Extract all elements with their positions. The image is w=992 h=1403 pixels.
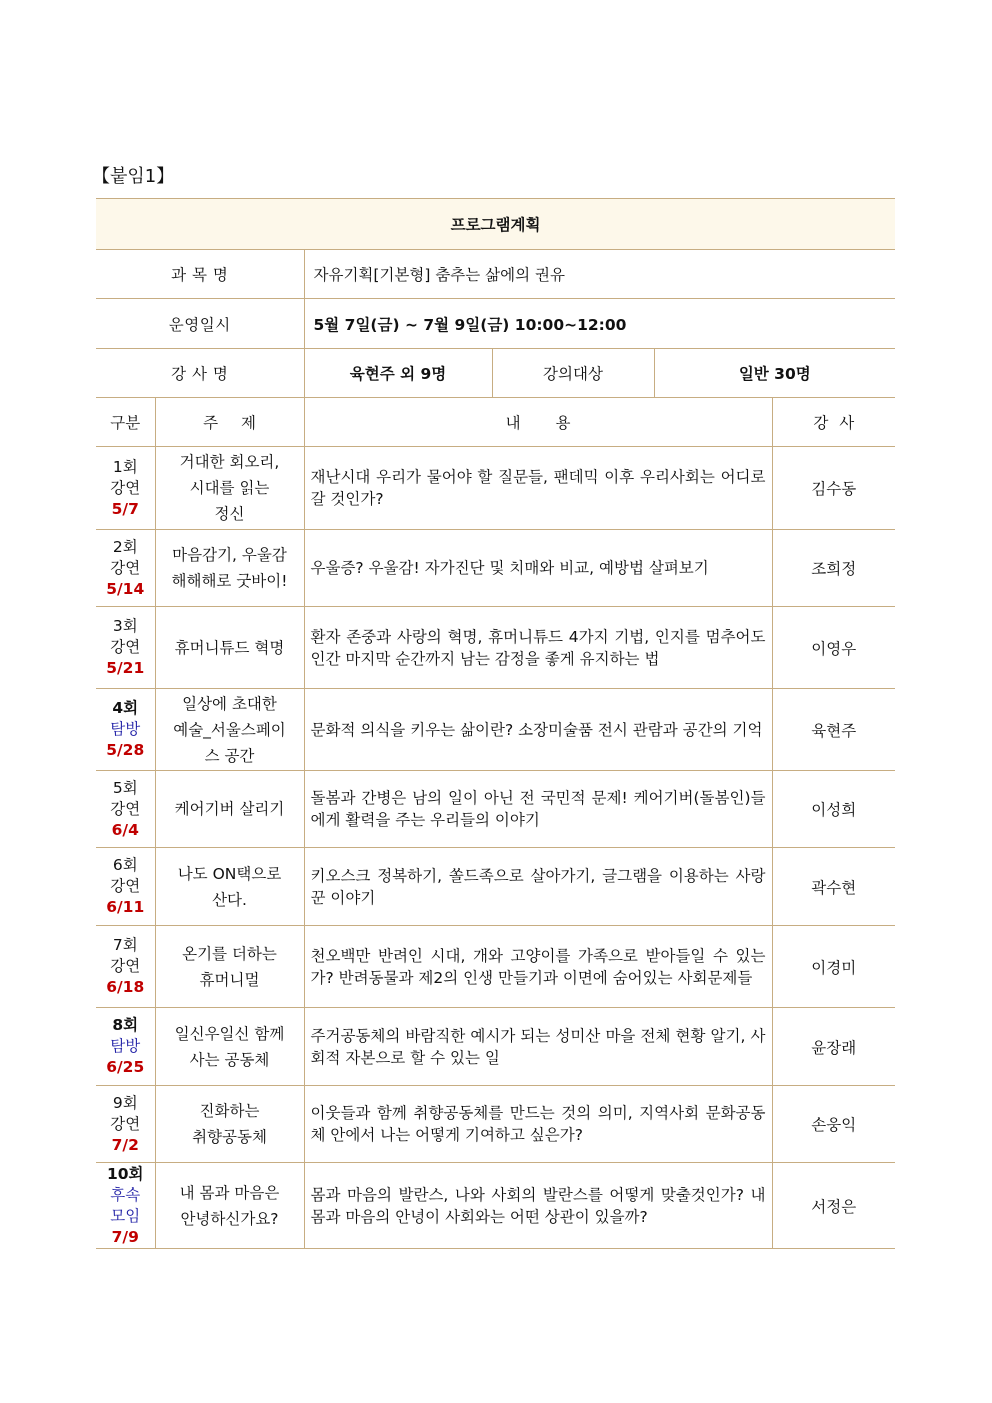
table-row <box>96 447 895 530</box>
topic-cell <box>155 607 304 689</box>
column-header-row <box>96 398 895 447</box>
session-date: 5/21 <box>106 659 145 677</box>
session-number: 2회 <box>112 537 138 556</box>
topic-line: 취향공동체 <box>192 1128 267 1146</box>
session-cell <box>96 1163 155 1249</box>
session-date: 5/14 <box>106 579 145 598</box>
content-cell: 몸과 마음의 발란스, 나와 사회의 발란스를 어떻게 맞출것인가? 내 몸과 마음의 안녕이 사회와는 어떤 상관이 있을까? <box>304 1163 772 1249</box>
table-row <box>96 530 895 607</box>
session-number: 8회 <box>112 1016 139 1034</box>
session-number: 3회 <box>112 617 138 635</box>
course-label: 과 목 명 <box>96 250 304 299</box>
topic-line: 진화하는 <box>199 1102 260 1120</box>
topic-line: 안녕하신가요? <box>180 1209 279 1228</box>
session-cell <box>96 848 155 926</box>
session-date: 7/2 <box>111 1135 139 1154</box>
session-number: 4회 <box>112 699 139 717</box>
lecturer-cell: 김수동 <box>772 447 895 530</box>
topic-line: 일상에 초대한 <box>182 694 277 713</box>
topic-cell <box>155 1086 304 1163</box>
lecturer-cell: 이경미 <box>772 926 895 1008</box>
topic-line: 일신우일신 함께 <box>174 1024 285 1043</box>
session-type: 강연 <box>110 558 141 577</box>
instructor-label: 강 사 명 <box>96 349 304 398</box>
table-title: 프로그램계획 <box>96 199 895 250</box>
attachment-label: 【붙임1】 <box>92 166 175 187</box>
session-date: 5/28 <box>106 741 145 759</box>
lecturer-cell: 서정은 <box>772 1163 895 1249</box>
session-number: 1회 <box>112 457 138 476</box>
session-date: 6/4 <box>111 820 139 839</box>
topic-line: 스 공간 <box>204 746 255 765</box>
session-cell <box>96 607 155 689</box>
table-row <box>96 926 895 1008</box>
header-topic: 주 제 <box>155 398 304 447</box>
topic-cell <box>155 926 304 1008</box>
topic-line: 마음감기, 우울감 <box>172 546 287 564</box>
topic-line: 내 몸과 마음은 <box>179 1183 280 1202</box>
session-type: 강연 <box>110 478 141 497</box>
lecturer-cell: 조희정 <box>772 530 895 607</box>
session-date: 7/9 <box>111 1227 139 1246</box>
program-plan-table <box>96 198 895 1249</box>
instructor-value: 육현주 외 9명 <box>304 349 492 398</box>
topic-line: 해해해로 굿바이! <box>171 572 288 590</box>
table-row <box>96 1086 895 1163</box>
header-content: 내 용 <box>304 398 772 447</box>
target-value: 일반 30명 <box>654 349 895 398</box>
topic-line: 케어기버 살리기 <box>174 800 285 818</box>
session-number: 5회 <box>112 778 138 797</box>
session-number: 6회 <box>112 856 138 874</box>
session-number: 9회 <box>112 1093 138 1112</box>
content-cell: 문화적 의식을 키우는 삶이란? 소장미술품 전시 관람과 공간의 기억 <box>304 689 772 771</box>
topic-line: 휴머니튜드 혁명 <box>174 638 285 657</box>
lecturer-cell: 이성희 <box>772 771 895 848</box>
session-cell <box>96 530 155 607</box>
target-label: 강의대상 <box>492 349 654 398</box>
table-row <box>96 689 895 771</box>
topic-line: 정신 <box>214 505 245 523</box>
lecturer-cell: 육현주 <box>772 689 895 771</box>
schedule-value: 5월 7일(금) ~ 7월 9일(금) 10:00~12:00 <box>304 299 895 349</box>
header-lecturer: 강 사 <box>772 398 895 447</box>
topic-cell <box>155 689 304 771</box>
topic-cell <box>155 1163 304 1249</box>
session-type: 강연 <box>110 957 141 975</box>
topic-cell <box>155 447 304 530</box>
content-cell: 환자 존중과 사랑의 혁명, 휴머니튜드 4가지 기법, 인지를 멈추어도 인간 마지막 순간까지 남는 감정을 좋게 유지하는 법 <box>304 607 772 689</box>
session-date: 5/7 <box>111 499 139 518</box>
content-cell: 천오백만 반려인 시대, 개와 고양이를 가족으로 받아들일 수 있는가? 반려동물과 제2의 인생 만들기과 이면에 숨어있는 사회문제들 <box>304 926 772 1008</box>
session-number: 10회 <box>106 1164 144 1183</box>
topic-line: 예술_서울스페이 <box>173 720 286 739</box>
table-row <box>96 1008 895 1086</box>
session-cell <box>96 926 155 1008</box>
topic-line: 휴머니멀 <box>199 970 260 989</box>
session-type: 강연 <box>110 1114 141 1133</box>
table-row <box>96 771 895 848</box>
table-row <box>96 607 895 689</box>
content-cell: 키오스크 정복하기, 쏠드족으로 살아가기, 글그램을 이용하는 사랑꾼 이야기 <box>304 848 772 926</box>
lecturer-cell: 이영우 <box>772 607 895 689</box>
topic-line: 나도 ON택으로 <box>177 864 282 883</box>
session-date: 6/11 <box>106 898 145 916</box>
header-no: 구분 <box>96 398 155 447</box>
content-cell: 주거공동체의 바람직한 예시가 되는 성미산 마을 전체 현황 알기, 사회적 자본으로 할 수 있는 일 <box>304 1008 772 1086</box>
session-cell <box>96 771 155 848</box>
lecturer-cell: 곽수현 <box>772 848 895 926</box>
session-date: 6/25 <box>106 1058 145 1076</box>
session-cell <box>96 447 155 530</box>
lecturer-cell: 손웅익 <box>772 1086 895 1163</box>
session-type: 강연 <box>110 799 141 818</box>
session-type: 강연 <box>110 877 141 895</box>
session-type: 후속 <box>110 1185 141 1204</box>
session-type: 탐방 <box>110 1037 141 1055</box>
topic-cell <box>155 1008 304 1086</box>
session-cell <box>96 689 155 771</box>
topic-cell <box>155 530 304 607</box>
table-row <box>96 848 895 926</box>
table-row <box>96 1163 895 1249</box>
session-date: 6/18 <box>106 978 145 996</box>
session-type: 강연 <box>110 638 141 656</box>
session-cell <box>96 1086 155 1163</box>
schedule-label: 운영일시 <box>96 299 304 349</box>
content-cell: 우울증? 우울감! 자가진단 및 치매와 비교, 예방법 살펴보기 <box>304 530 772 607</box>
session-type: 모임 <box>110 1206 141 1225</box>
content-cell: 재난시대 우리가 물어야 할 질문들, 팬데믹 이후 우리사회는 어디로 갈 것인가? <box>304 447 772 530</box>
session-type: 탐방 <box>110 720 141 738</box>
session-cell <box>96 1008 155 1086</box>
topic-line: 온기를 더하는 <box>182 944 277 963</box>
topic-line: 시대를 읽는 <box>189 479 270 497</box>
topic-line: 사는 공동체 <box>189 1050 270 1069</box>
course-value: 자유기획[기본형] 춤추는 삶에의 권유 <box>304 250 895 299</box>
session-rows <box>96 447 895 1249</box>
topic-line: 거대한 회오리, <box>179 453 280 471</box>
content-cell: 돌봄과 간병은 남의 일이 아닌 전 국민적 문제! 케어기버(돌봄인)들에게 활력을 주는 우리들의 이야기 <box>304 771 772 848</box>
topic-line: 산다. <box>212 890 247 909</box>
topic-cell <box>155 848 304 926</box>
lecturer-cell: 윤장래 <box>772 1008 895 1086</box>
topic-cell <box>155 771 304 848</box>
session-number: 7회 <box>112 936 138 954</box>
content-cell: 이웃들과 함께 취향공동체를 만드는 것의 의미, 지역사회 문화공동체 안에서 나는 어떻게 기여하고 싶은가? <box>304 1086 772 1163</box>
